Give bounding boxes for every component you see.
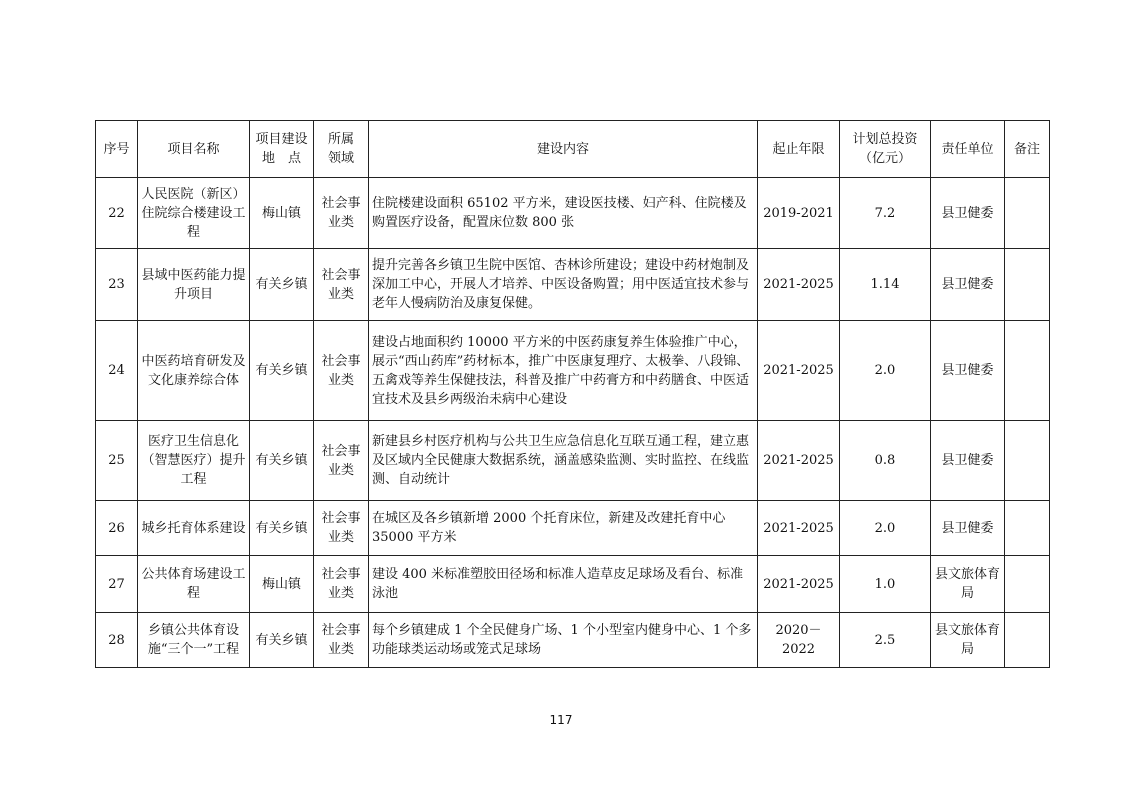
row-note [1005, 501, 1050, 556]
row-unit: 县文旅体育局 [931, 613, 1005, 668]
row-name: 县域中医药能力提升项目 [138, 249, 250, 321]
row-invest: 2.0 [840, 321, 931, 421]
row-note [1005, 556, 1050, 613]
row-field: 社会事业类 [314, 178, 369, 249]
header-content: 建设内容 [369, 121, 758, 178]
header-unit: 责任单位 [931, 121, 1005, 178]
row-note [1005, 249, 1050, 321]
row-place: 有关乡镇 [250, 321, 314, 421]
row-unit: 县卫健委 [931, 421, 1005, 501]
header-note: 备注 [1005, 121, 1050, 178]
row-place: 有关乡镇 [250, 613, 314, 668]
row-no: 23 [96, 249, 138, 321]
header-field: 所属 领域 [314, 121, 369, 178]
table-row [96, 421, 1050, 501]
row-note [1005, 178, 1050, 249]
row-years: 2021-2025 [758, 556, 840, 613]
row-content: 住院楼建设面积 65102 平方米，建设医技楼、妇产科、住院楼及购置医疗设备，配置床位数 800 张 [369, 178, 758, 249]
header-no: 序号 [96, 121, 138, 178]
row-no: 25 [96, 421, 138, 501]
row-field: 社会事业类 [314, 249, 369, 321]
row-name: 医疗卫生信息化（智慧医疗）提升工程 [138, 421, 250, 501]
row-years: 2020－2022 [758, 613, 840, 668]
row-no: 27 [96, 556, 138, 613]
page-number: 117 [549, 713, 573, 727]
row-invest: 2.5 [840, 613, 931, 668]
row-unit: 县文旅体育局 [931, 556, 1005, 613]
row-place: 梅山镇 [250, 556, 314, 613]
row-field: 社会事业类 [314, 321, 369, 421]
row-field: 社会事业类 [314, 556, 369, 613]
row-years: 2021-2025 [758, 321, 840, 421]
row-place: 有关乡镇 [250, 421, 314, 501]
row-content: 新建县乡村医疗机构与公共卫生应急信息化互联互通工程，建立惠及区域内全民健康大数据系统，涵盖感染监测、实时监控、在线监测、自动统计 [369, 421, 758, 501]
table-row [96, 249, 1050, 321]
row-invest: 7.2 [840, 178, 931, 249]
row-years: 2019-2021 [758, 178, 840, 249]
row-unit: 县卫健委 [931, 178, 1005, 249]
header-name: 项目名称 [138, 121, 250, 178]
row-field: 社会事业类 [314, 501, 369, 556]
row-content: 建设占地面积约 10000 平方米的中医药康复养生体验推广中心，展示“西山药库”药材标本，推广中医康复理疗、太极拳、八段锦、五禽戏等养生保健技法，科普及推广中药膏方和中药膳食、中医适宜技术及县乡两级治未病中心建设 [369, 321, 758, 421]
header-invest: 计划总投资 （亿元） [840, 121, 931, 178]
header-place: 项目建设 地 点 [250, 121, 314, 178]
header-row [96, 121, 1050, 178]
row-invest: 1.0 [840, 556, 931, 613]
row-place: 有关乡镇 [250, 249, 314, 321]
row-content: 在城区及各乡镇新增 2000 个托育床位，新建及改建托育中心 35000 平方米 [369, 501, 758, 556]
row-name: 人民医院（新区）住院综合楼建设工程 [138, 178, 250, 249]
row-no: 26 [96, 501, 138, 556]
row-years: 2021-2025 [758, 501, 840, 556]
row-content: 建设 400 米标准塑胶田径场和标准人造草皮足球场及看台、标准泳池 [369, 556, 758, 613]
row-years: 2021-2025 [758, 421, 840, 501]
row-no: 28 [96, 613, 138, 668]
project-table [95, 120, 1050, 668]
table-row [96, 321, 1050, 421]
row-unit: 县卫健委 [931, 321, 1005, 421]
table-row [96, 613, 1050, 668]
row-place: 有关乡镇 [250, 501, 314, 556]
row-note [1005, 321, 1050, 421]
row-unit: 县卫健委 [931, 501, 1005, 556]
row-no: 24 [96, 321, 138, 421]
row-no: 22 [96, 178, 138, 249]
row-field: 社会事业类 [314, 613, 369, 668]
table-row [96, 178, 1050, 249]
row-invest: 0.8 [840, 421, 931, 501]
table-row [96, 501, 1050, 556]
row-name: 公共体育场建设工程 [138, 556, 250, 613]
row-name: 城乡托育体系建设 [138, 501, 250, 556]
table-row [96, 556, 1050, 613]
header-years: 起止年限 [758, 121, 840, 178]
row-name: 中医药培育研发及文化康养综合体 [138, 321, 250, 421]
row-name: 乡镇公共体育设施“三个一”工程 [138, 613, 250, 668]
row-invest: 2.0 [840, 501, 931, 556]
row-note [1005, 613, 1050, 668]
row-invest: 1.14 [840, 249, 931, 321]
row-field: 社会事业类 [314, 421, 369, 501]
row-years: 2021-2025 [758, 249, 840, 321]
row-place: 梅山镇 [250, 178, 314, 249]
row-content: 每个乡镇建成 1 个全民健身广场、1 个小型室内健身中心、1 个多功能球类运动场或笼式足球场 [369, 613, 758, 668]
row-unit: 县卫健委 [931, 249, 1005, 321]
row-note [1005, 421, 1050, 501]
row-content: 提升完善各乡镇卫生院中医馆、杏林诊所建设；建设中药材炮制及深加工中心，开展人才培养、中医设备购置；用中医适宜技术参与老年人慢病防治及康复保健。 [369, 249, 758, 321]
